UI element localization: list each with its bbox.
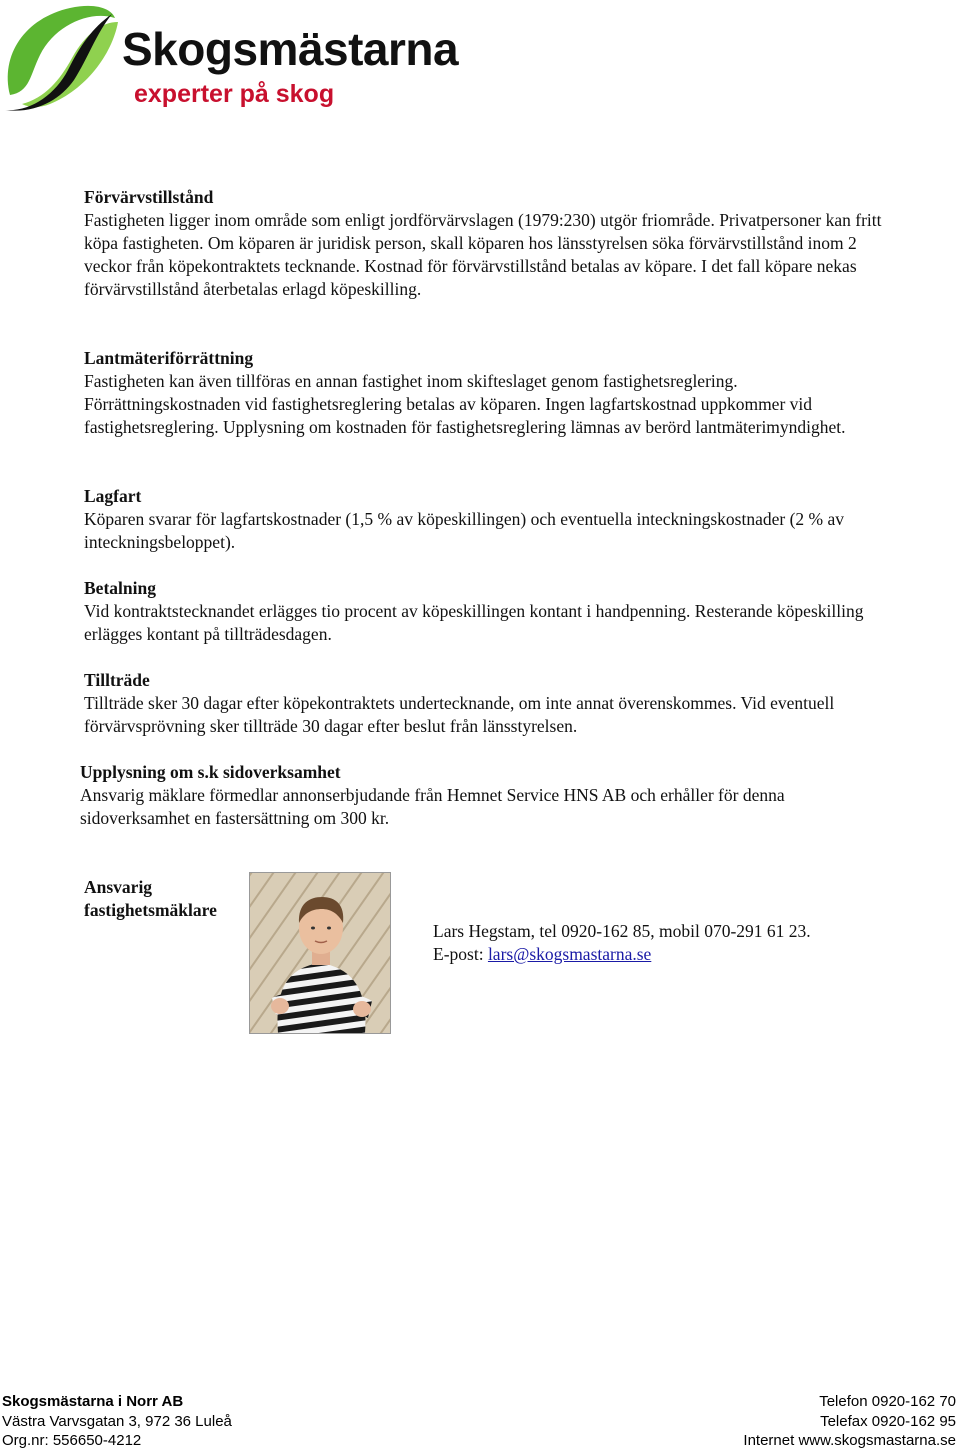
section-forvarvstillstand (84, 186, 894, 301)
footer-right (743, 1392, 956, 1451)
section-body: Vid kontraktstecknandet erlägges tio procent av köpeskillingen kontant i handpenning. Resterande köpeskilling erlägges kontant på tillträdesdagen. (84, 601, 864, 644)
leaf-logo-icon (0, 0, 122, 118)
footer-company: Skogsmästarna i Norr AB (2, 1393, 184, 1410)
section-lantmateriforrattning (84, 347, 894, 439)
section-heading: Förvärvstillstånd (84, 187, 214, 207)
agent-heading-line: Ansvarig (84, 877, 153, 897)
section-body: Fastigheten ligger inom område som enligt jordförvärvslagen (1979:230) utgör friområde. Privatpersoner kan fritt köpa fastigheten. Om köparen är juridisk person, skall köparen hos länsstyrelsen söka förvärvstillstånd inom 2 veckor från köpekontraktets tecknande. Kostnad för förvärvstillstånd betalas av köpare. I det fall köpare nekas förvärvstillstånd återbetalas erlagd köpeskilling. (84, 210, 882, 299)
agent-heading (84, 876, 254, 922)
footer-internet: Internet www.skogsmastarna.se (743, 1432, 956, 1449)
section-tilltrade (84, 669, 894, 738)
section-body: Fastigheten kan även tillföras en annan fastighet inom skifteslaget genom fastighetsreglering. Förrättningskostnaden vid fastighetsreglering betalas av köparen. Ingen lagfartskostnad uppkommer vid fastighetsreglering. Upplysning om kostnaden för fastighetsreglering lämnas av berörd lantmäterimyndighet. (84, 371, 846, 437)
agent-photo (249, 872, 391, 1034)
agent-contact-line: Lars Hegstam, tel 0920-162 85, mobil 070-291 61 23. (433, 921, 811, 941)
section-heading: Lagfart (84, 486, 142, 506)
section-lagfart (84, 485, 894, 554)
section-body: Ansvarig mäklare förmedlar annonserbjudande från Hemnet Service HNS AB och erhåller för denna sidoverksamhet en fastersättning om 300 kr. (80, 785, 785, 828)
section-heading: Lantmäteriförrättning (84, 348, 254, 368)
logo-name: Skogsmästarna (122, 23, 459, 75)
email-label: E-post: (433, 944, 488, 964)
section-body: Köparen svarar för lagfartskostnader (1,5 % av köpeskillingen) och eventuella inteckningskostnader (2 % av inteckningsbeloppet). (84, 509, 845, 552)
section-body: Tillträde sker 30 dagar efter köpekontraktets undertecknande, om inte annat överenskommes. Vid eventuell förvärvsprövning sker tillträde 30 dagar efter beslut från länsstyrelsen. (84, 693, 835, 736)
footer-fax: Telefax 0920-162 95 (820, 1412, 956, 1430)
logo-tagline: experter på skog (134, 80, 335, 108)
footer-left (2, 1392, 232, 1451)
footer-phone: Telefon 0920-162 70 (819, 1393, 956, 1410)
section-heading: Betalning (84, 578, 156, 598)
agent-contact (433, 920, 811, 966)
section-heading: Tillträde (84, 670, 150, 690)
company-logo (0, 0, 462, 118)
section-upplysning-sidoverksamhet (80, 761, 890, 830)
agent-email-row (433, 943, 811, 966)
footer-address: Västra Varvsgatan 3, 972 36 Luleå (2, 1412, 232, 1430)
footer-orgnr: Org.nr: 556650-4212 (2, 1432, 142, 1449)
agent-email-link[interactable]: lars@skogsmastarna.se (487, 944, 652, 964)
section-heading: Upplysning om s.k sidoverksamhet (80, 762, 341, 782)
agent-heading-line: fastighetsmäklare (84, 900, 217, 920)
section-betalning (84, 577, 894, 646)
